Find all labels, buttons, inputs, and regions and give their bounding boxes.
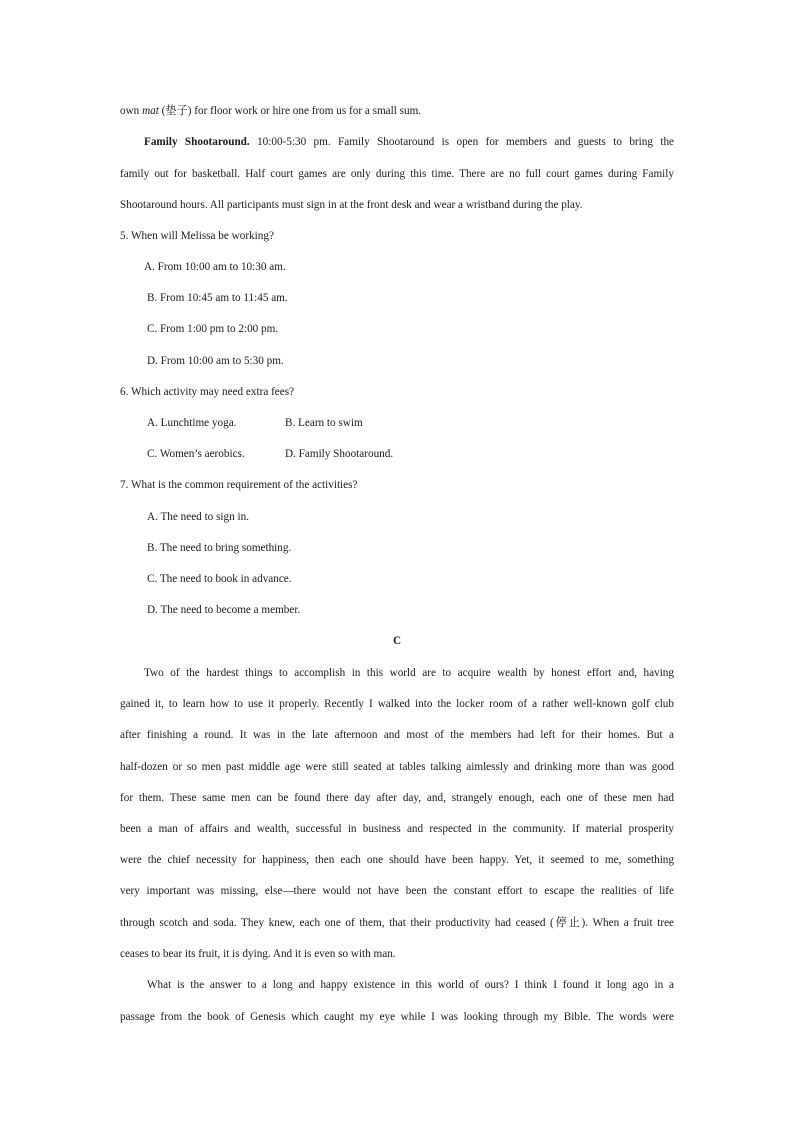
option: A. The need to sign in.	[147, 511, 250, 523]
paragraph-line: ceases to bear its fruit, it is dying. And it is even so with man.	[120, 948, 396, 960]
option: D. The need to become a member.	[147, 604, 301, 616]
option: D. From 10:00 am to 5:30 pm.	[147, 355, 284, 367]
option: A. Lunchtime yoga.	[147, 417, 237, 429]
text-line: family out for basketball. Half court games are only during this time. There are no full court games during Family	[120, 168, 674, 180]
paragraph-line: Two of the hardest things to accomplish in this world are to acquire wealth by honest effort and, having	[144, 667, 674, 679]
paragraph-line: been a man of affairs and wealth, successful in business and respected in the community. If material prosperity	[120, 823, 674, 835]
option: C. From 1:00 pm to 2:00 pm.	[147, 323, 279, 335]
option: C. Women’s aerobics.	[147, 448, 245, 460]
paragraph-line: after finishing a round. It was in the late afternoon and most of the members had left for their homes. But a	[120, 729, 674, 741]
text-line: Shootaround hours. All participants must sign in at the front desk and wear a wristband during the play.	[120, 199, 583, 211]
paragraph-line: very important was missing, else—there would not have been the constant effort to escape the realities of life	[120, 885, 674, 897]
paragraph-line: gained it, to learn how to use it properly. Recently I walked into the locker room of a rather well-known golf club	[120, 698, 674, 710]
family-shootaround-line: Family Shootaround. 10:00-5:30 pm. Family Shootaround is open for members and guests to bring the	[144, 136, 674, 148]
option: C. The need to book in advance.	[147, 573, 292, 585]
option: B. Learn to swim	[285, 417, 363, 429]
option: B. From 10:45 am to 11:45 am.	[147, 292, 288, 304]
question-7: 7. What is the common requirement of the activities?	[120, 479, 358, 491]
paragraph-line: passage from the book of Genesis which caught my eye while I was looking through my Bible. The words were	[120, 1011, 674, 1023]
paragraph-line: for them. These same men can be found there day after day, and, strangely enough, each one of these men had	[120, 792, 674, 804]
question-6: 6. Which activity may need extra fees?	[120, 386, 295, 398]
option: B. The need to bring something.	[147, 542, 292, 554]
paragraph-line: What is the answer to a long and happy existence in this world of ours? I think I found it long ago in a	[147, 979, 674, 991]
option: D. Family Shootaround.	[285, 448, 394, 460]
paragraph-line: through scotch and soda. They knew, each one of them, that their productivity had ceased (停止). When a fruit tree	[120, 917, 674, 929]
question-5: 5. When will Melissa be working?	[120, 230, 274, 242]
paragraph-line: were the chief necessity for happiness, then each one should have been happy. Yet, it seemed to me, something	[120, 854, 674, 866]
section-heading: C	[393, 635, 402, 647]
text-line: own mat (垫子) for floor work or hire one from us for a small sum.	[120, 105, 422, 117]
option: A. From 10:00 am to 10:30 am.	[144, 261, 286, 273]
paragraph-line: half-dozen or so men past middle age were still seated at tables talking aimlessly and drinking more than was good	[120, 761, 674, 773]
